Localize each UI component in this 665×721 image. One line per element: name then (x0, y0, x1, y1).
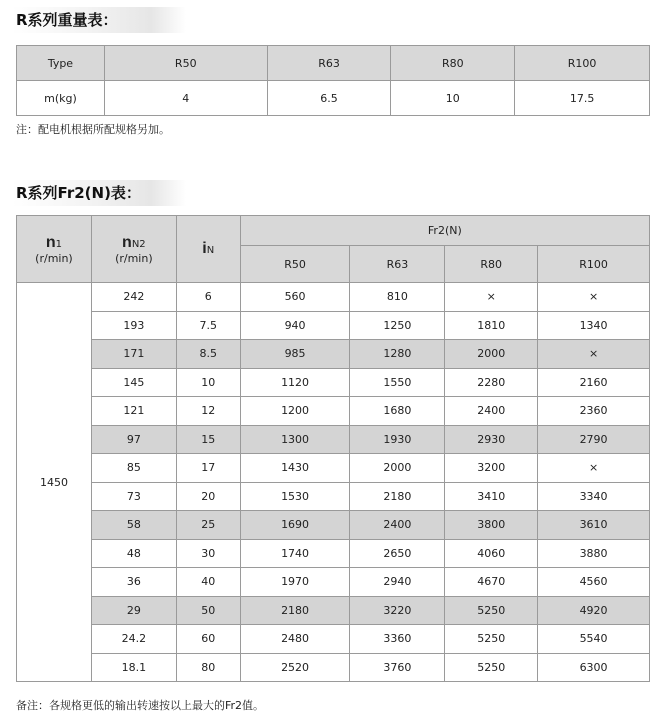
cell-r100: 3340 (538, 482, 650, 511)
fr-col-r80: R80 (445, 246, 538, 283)
n2-symbol: n (122, 233, 132, 251)
cell-r100: 1340 (538, 311, 650, 340)
i-header (176, 216, 240, 283)
table-row (17, 340, 650, 369)
cell-i: 20 (176, 482, 240, 511)
cell-r63: 2940 (350, 568, 445, 597)
cell-n2: 85 (91, 454, 176, 483)
cell-r63: 1250 (350, 311, 445, 340)
cell-r50: 560 (240, 283, 350, 312)
cell-i: 10 (176, 368, 240, 397)
cell-r100: 4920 (538, 596, 650, 625)
fr-note: 备注：各规格更低的输出转速按以上最大的Fr2值。 (16, 699, 265, 712)
table-row (17, 653, 650, 682)
cell-i: 40 (176, 568, 240, 597)
cell-r100: × (538, 283, 650, 312)
weight-header-r50: R50 (104, 46, 267, 81)
cell-r63: 1930 (350, 425, 445, 454)
cell-r80: 3800 (445, 511, 538, 540)
table-row (17, 568, 650, 597)
cell-n2: 48 (91, 539, 176, 568)
cell-r100: 5540 (538, 625, 650, 654)
weight-r63: 6.5 (267, 81, 391, 116)
cell-i: 80 (176, 653, 240, 682)
weight-note: 注：配电机根据所配规格另加。 (16, 123, 170, 136)
cell-r50: 985 (240, 340, 350, 369)
table-row (17, 482, 650, 511)
n1-header (17, 216, 92, 283)
cell-i: 8.5 (176, 340, 240, 369)
i-subscript: N (206, 245, 215, 256)
cell-i: 50 (176, 596, 240, 625)
cell-r80: 2400 (445, 397, 538, 426)
n2-header (91, 216, 176, 283)
weight-value-row (17, 81, 650, 116)
cell-r100: 2360 (538, 397, 650, 426)
cell-r63: 3360 (350, 625, 445, 654)
cell-r80: 2930 (445, 425, 538, 454)
n2-unit: (r/min) (115, 251, 153, 265)
fr-col-r50: R50 (240, 246, 350, 283)
weight-header-r80: R80 (391, 46, 515, 81)
cell-r50: 940 (240, 311, 350, 340)
cell-n2: 24.2 (91, 625, 176, 654)
table-row (17, 511, 650, 540)
cell-r50: 1200 (240, 397, 350, 426)
weight-header-row (17, 46, 650, 81)
n1-value: 1450 (17, 283, 92, 682)
weight-header-r100: R100 (515, 46, 650, 81)
fr-table-title: R系列Fr2(N)表： (12, 180, 186, 206)
cell-i: 25 (176, 511, 240, 540)
table-row (17, 283, 650, 312)
cell-r63: 2000 (350, 454, 445, 483)
cell-r50: 1120 (240, 368, 350, 397)
weight-r100: 17.5 (515, 81, 650, 116)
cell-r100: 6300 (538, 653, 650, 682)
cell-n2: 193 (91, 311, 176, 340)
cell-i: 15 (176, 425, 240, 454)
cell-r63: 2180 (350, 482, 445, 511)
cell-r100: × (538, 340, 650, 369)
cell-r50: 1690 (240, 511, 350, 540)
i-symbol: i (202, 240, 207, 257)
cell-r100: 2160 (538, 368, 650, 397)
weight-label: m(kg) (17, 81, 105, 116)
n1-symbol: n (45, 233, 56, 251)
cell-r50: 1530 (240, 482, 350, 511)
cell-i: 30 (176, 539, 240, 568)
weight-r50: 4 (104, 81, 267, 116)
table-row (17, 397, 650, 426)
cell-i: 6 (176, 283, 240, 312)
cell-r63: 3760 (350, 653, 445, 682)
cell-r63: 810 (350, 283, 445, 312)
cell-r50: 1300 (240, 425, 350, 454)
cell-i: 7.5 (176, 311, 240, 340)
cell-n2: 97 (91, 425, 176, 454)
weight-table (16, 45, 650, 116)
cell-r100: 2790 (538, 425, 650, 454)
cell-r63: 1280 (350, 340, 445, 369)
cell-r80: 4670 (445, 568, 538, 597)
cell-r100: 3880 (538, 539, 650, 568)
table-row (17, 311, 650, 340)
cell-r50: 2180 (240, 596, 350, 625)
cell-r80: 3410 (445, 482, 538, 511)
cell-r63: 3220 (350, 596, 445, 625)
cell-n2: 73 (91, 482, 176, 511)
cell-r50: 2480 (240, 625, 350, 654)
cell-n2: 58 (91, 511, 176, 540)
cell-n2: 145 (91, 368, 176, 397)
n1-subscript: 1 (55, 238, 63, 250)
cell-r50: 2520 (240, 653, 350, 682)
table-row (17, 539, 650, 568)
cell-i: 12 (176, 397, 240, 426)
cell-r80: 5250 (445, 653, 538, 682)
fr-col-r100: R100 (538, 246, 650, 283)
cell-r80: 3200 (445, 454, 538, 483)
fr2-group-header: Fr2(N) (240, 216, 649, 246)
cell-i: 60 (176, 625, 240, 654)
cell-r80: 1810 (445, 311, 538, 340)
cell-r80: 5250 (445, 596, 538, 625)
cell-r100: 4560 (538, 568, 650, 597)
cell-r80: 2000 (445, 340, 538, 369)
n1-unit: (r/min) (35, 251, 73, 265)
fr-table-body (17, 283, 650, 682)
weight-table-title: R系列重量表： (12, 7, 186, 33)
n2-subscript: N2 (131, 238, 146, 250)
cell-r63: 1550 (350, 368, 445, 397)
cell-r50: 1740 (240, 539, 350, 568)
table-row (17, 596, 650, 625)
cell-r80: 5250 (445, 625, 538, 654)
cell-r63: 1680 (350, 397, 445, 426)
cell-r80: 2280 (445, 368, 538, 397)
cell-r100: × (538, 454, 650, 483)
cell-i: 17 (176, 454, 240, 483)
fr-col-r63: R63 (350, 246, 445, 283)
weight-header-r63: R63 (267, 46, 391, 81)
table-row (17, 625, 650, 654)
cell-r50: 1970 (240, 568, 350, 597)
cell-r80: 4060 (445, 539, 538, 568)
weight-header-type: Type (17, 46, 105, 81)
table-row (17, 368, 650, 397)
cell-r80: × (445, 283, 538, 312)
table-row (17, 425, 650, 454)
cell-r50: 1430 (240, 454, 350, 483)
table-row (17, 454, 650, 483)
cell-r100: 3610 (538, 511, 650, 540)
cell-n2: 29 (91, 596, 176, 625)
fr2-table (16, 215, 650, 682)
fr-header-row-1 (17, 216, 650, 246)
cell-n2: 121 (91, 397, 176, 426)
cell-r63: 2400 (350, 511, 445, 540)
cell-n2: 36 (91, 568, 176, 597)
weight-r80: 10 (391, 81, 515, 116)
cell-r63: 2650 (350, 539, 445, 568)
cell-n2: 242 (91, 283, 176, 312)
cell-n2: 18.1 (91, 653, 176, 682)
cell-n2: 171 (91, 340, 176, 369)
